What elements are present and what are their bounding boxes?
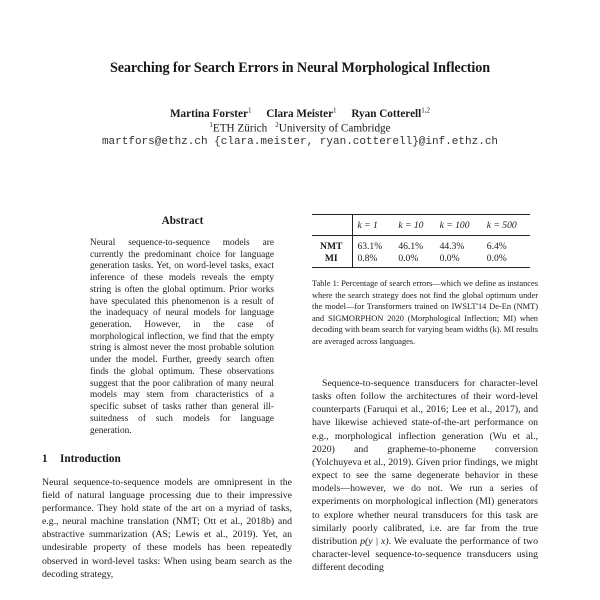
abstract-text: Neural sequence-to-sequence models are currently the predominant choice for language generation tasks. Yet, on word-level tasks, exact inference of these models reveals the empty string is often the global optimum. Prior works have speculated this phenomenon is a result of the inadequacy of neural models for language generation. However, in the case of morphological inflection, we find that the empty string is almost never the most probable solution under the model. Further, greedy search often finds the global optimum. These observations suggest that the poor calibration of many neural models may stem from characteristics of a specific subset of tasks rather than general ill-suitedness of such models for language generation. (90, 238, 274, 436)
introduction-text: Neural sequence-to-sequence models are omnipresent in the field of natural language processing due to their impressive performance. They hold state of the art on a myriad of tasks, e.g., neural machine translation (NMT; Ott et al., 2018b) and abstractive summarization (AS; Lewis et al., 2019). Yet, an undesirable property of these models has been repeatedly observed in word-level tasks: When using beam search as the decoding strategy, (42, 477, 292, 580)
row-label: NMT (312, 236, 353, 253)
author: Martina Forster$^1$ (169, 106, 252, 120)
results-table (312, 214, 530, 268)
table-cell: 0.0% (398, 252, 419, 264)
column-header: k = 100 (439, 219, 470, 231)
author: Ryan Cotterell$^{1,2}$ (351, 106, 431, 120)
table-header-row (312, 215, 530, 236)
table-corner (312, 215, 353, 236)
column-header: k = 500 (486, 219, 517, 231)
paper-title: Searching for Search Errors in Neural Morphological Inflection (109, 60, 491, 76)
table-row (312, 236, 530, 253)
table-cell: 0.0% (439, 252, 460, 264)
abstract-heading: Abstract (161, 215, 204, 227)
column-header: k = 10 (398, 219, 424, 231)
table-cell: 0.0% (486, 252, 507, 264)
column-header: k = 1 (357, 219, 378, 231)
table-cell: 0.8% (357, 252, 378, 264)
author-list (0, 106, 600, 120)
table-cell: 63.1% (357, 240, 383, 252)
table-cell: 46.1% (398, 240, 424, 252)
author-emails: martfors@ethz.ch {clara.meister, ryan.cotterell}@inf.ethz.ch (101, 136, 499, 148)
table-caption: Table 1: Percentage of search errors—which we define as instances where the search strategy does not find the global optimum under the model—for Transformers trained on IWSLT'14 De-En (NMT) and SIGMORPHON 2020 (Morphological Inflection; MI) when decoding with beam search for varying beam widths (k). MI results are averaged across languages. (312, 279, 538, 346)
row-label: MI (312, 252, 353, 268)
affiliations: $^1$ETH Zürich $^2$University of Cambridge (209, 121, 391, 135)
author: Clara Meister$^1$ (266, 106, 337, 120)
body-paragraph: Sequence-to-sequence transducers for character-level tasks often follow the architectures of their word-level counterparts (Faruqui et al., 2016; Lee et al., 2017), and have likewise achieved state-of-the-art performance on e.g., morphological inflection generation (Wu et al., 2020) and grapheme-to-phoneme conversion (Yolchuyeva et al., 2019). Given prior findings, we might expect to see the same degenerate behavior in these models—however, we do not. We run a series of experiments on morphological inflection (MI) generators to explore whether neural transducers for this task are similarly poorly calibrated, i.e. are far from the true distribution p(y | x). We evaluate the performance of two character-level sequence-to-sequence transducers using different decoding (312, 378, 539, 574)
table-cell: 44.3% (439, 240, 465, 252)
table-row (312, 252, 530, 268)
table-cell: 6.4% (486, 240, 507, 252)
section-heading: 1 Introduction (42, 453, 121, 465)
math-expression: p(y | x) (360, 535, 389, 547)
